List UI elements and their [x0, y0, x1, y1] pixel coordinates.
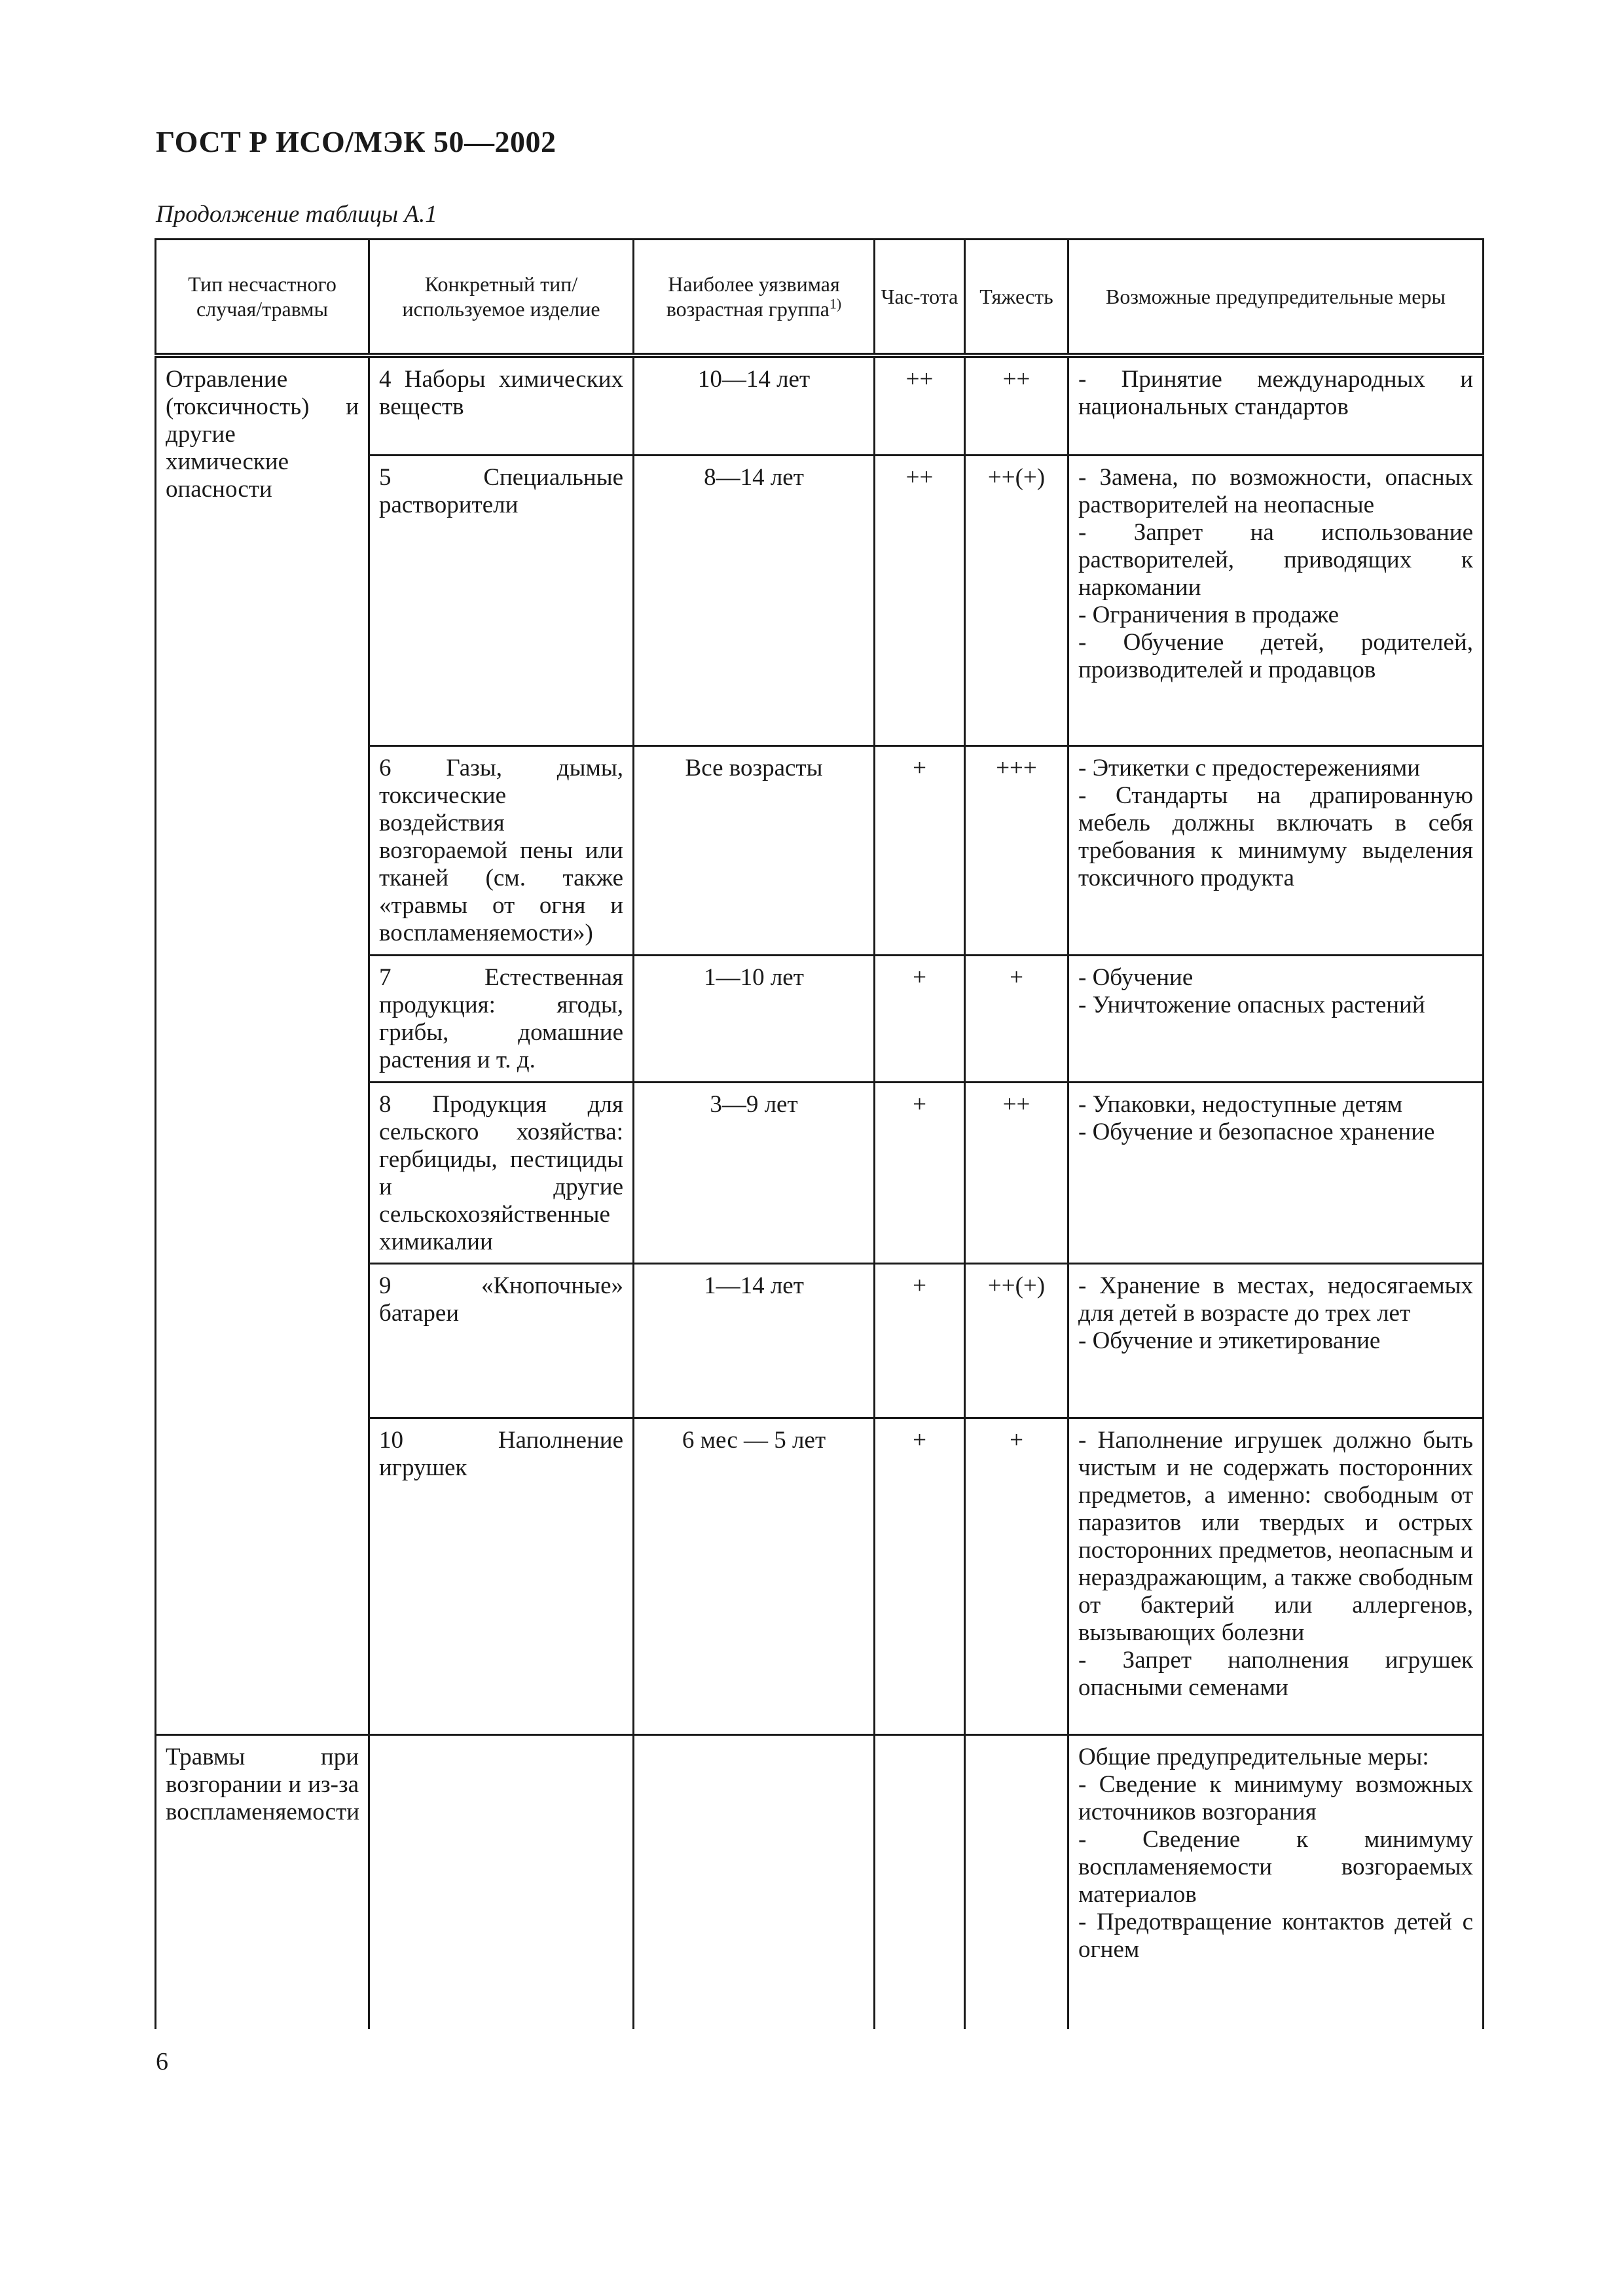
frequency-cell: + [875, 1418, 965, 1734]
col-header-type: Тип несчастного случая/травмы [156, 240, 369, 356]
col-header-age-label: Наиболее уязвимая возрастная группа [666, 272, 840, 321]
severity-cell: + [965, 1418, 1068, 1734]
frequency-cell: + [875, 955, 965, 1082]
measure-item: - Обучение [1078, 963, 1194, 991]
measures-cell [1068, 455, 1484, 745]
frequency-cell: + [875, 745, 965, 955]
table-row [156, 1734, 1484, 2029]
table-header-row [156, 240, 1484, 356]
measures-cell [1068, 745, 1484, 955]
age-cell: 8—14 лет [634, 455, 875, 745]
injury-type-cell: Отравление (токсичность) и другие химические опасности [156, 355, 369, 1734]
col-header-measures: Возможные предупредительные меры [1068, 240, 1484, 356]
severity-cell: ++ [965, 355, 1068, 455]
injury-type-cell: Травмы при возгорании и из-за воспламеняемости [156, 1734, 369, 2029]
age-cell: Все возрасты [634, 745, 875, 955]
measure-item: - Наполнение игрушек должно быть чистым и не содержать посторонних предметов, а именно: свободным от паразитов или твердых и острых посторонних предметов, неопасным и нераздражающим, а также свободным от бактерий или аллергенов, вызывающих болезни [1078, 1426, 1473, 1646]
severity-cell: ++(+) [965, 455, 1068, 745]
measure-item: - Принятие международных и национальных стандартов [1078, 366, 1473, 420]
col-header-age [634, 240, 875, 356]
frequency-cell: + [875, 1263, 965, 1418]
frequency-cell [875, 1734, 965, 2029]
col-header-severity: Тяжесть [965, 240, 1068, 356]
measures-cell [1068, 955, 1484, 1082]
age-cell: 6 мес — 5 лет [634, 1418, 875, 1734]
product-cell: 6 Газы, дымы, токсические воздействия возгораемой пены или тканей (см. также «травмы от огня и воспламеняемости») [369, 745, 634, 955]
product-cell [369, 1734, 634, 2029]
page-number: 6 [156, 2048, 168, 2075]
product-cell: 4 Наборы химических веществ [369, 355, 634, 455]
age-cell: 1—10 лет [634, 955, 875, 1082]
measures-cell [1068, 1082, 1484, 1263]
product-cell: 9 «Кнопочные» батареи [369, 1263, 634, 1418]
measures-cell [1068, 1734, 1484, 2029]
age-cell [634, 1734, 875, 2029]
product-cell: 7 Естественная продукция: ягоды, грибы, домашние растения и т. д. [369, 955, 634, 1082]
col-header-frequency: Час-тота [875, 240, 965, 356]
frequency-cell: ++ [875, 455, 965, 745]
measure-item: - Обучение и этикетирование [1078, 1327, 1381, 1354]
measure-item: - Обучение детей, родителей, производителей и продавцов [1078, 628, 1473, 683]
product-cell: 8 Продукция для сельского хозяйства: гербициды, пестициды и другие сельскохозяйственные химикалии [369, 1082, 634, 1263]
measure-item: - Упаковки, недоступные детям [1078, 1090, 1403, 1118]
product-cell: 10 Наполнение игрушек [369, 1418, 634, 1734]
measure-item: - Хранение в местах, недосягаемых для детей в возрасте до трех лет [1078, 1272, 1473, 1327]
table-continuation-caption: Продолжение таблицы А.1 [156, 201, 437, 228]
measure-item: - Ограничения в продаже [1078, 601, 1340, 628]
measures-cell [1068, 1263, 1484, 1418]
measure-item: - Запрет наполнения игрушек опасными семенами [1078, 1646, 1473, 1701]
age-cell: 10—14 лет [634, 355, 875, 455]
severity-cell: ++(+) [965, 1263, 1068, 1418]
document-code: ГОСТ Р ИСО/МЭК 50—2002 [156, 125, 556, 158]
measure-item: - Этикетки с предостережениями [1078, 754, 1421, 781]
measure-item: Общие предупредительные меры: [1078, 1743, 1429, 1770]
measures-cell [1068, 355, 1484, 455]
hazards-table [155, 238, 1484, 2029]
measure-item: - Запрет на использование растворителей, приводящих к наркомании [1078, 518, 1473, 601]
frequency-cell: ++ [875, 355, 965, 455]
severity-cell [965, 1734, 1068, 2029]
measure-item: - Предотвращение контактов детей с огнем [1078, 1908, 1473, 1963]
col-header-product: Конкретный тип/используемое изделие [369, 240, 634, 356]
measure-item: - Уничтожение опасных растений [1078, 991, 1425, 1018]
frequency-cell: + [875, 1082, 965, 1263]
measure-item: - Замена, по возможности, опасных растворителей на неопасные [1078, 463, 1473, 518]
measure-item: - Стандарты на драпированную мебель должны включать в себя требования к минимуму выделения токсичного продукта [1078, 781, 1473, 891]
measure-item: - Сведение к минимуму возможных источников возгорания [1078, 1770, 1473, 1825]
age-cell: 1—14 лет [634, 1263, 875, 1418]
severity-cell: ++ [965, 1082, 1068, 1263]
severity-cell: +++ [965, 745, 1068, 955]
severity-cell: + [965, 955, 1068, 1082]
footnote-marker: 1) [829, 295, 842, 312]
measure-item: - Обучение и безопасное хранение [1078, 1118, 1435, 1145]
measures-cell [1068, 1418, 1484, 1734]
age-cell: 3—9 лет [634, 1082, 875, 1263]
product-cell: 5 Специальные растворители [369, 455, 634, 745]
table-row [156, 355, 1484, 455]
measure-item: - Сведение к минимуму воспламеняемости возгораемых материалов [1078, 1825, 1473, 1908]
